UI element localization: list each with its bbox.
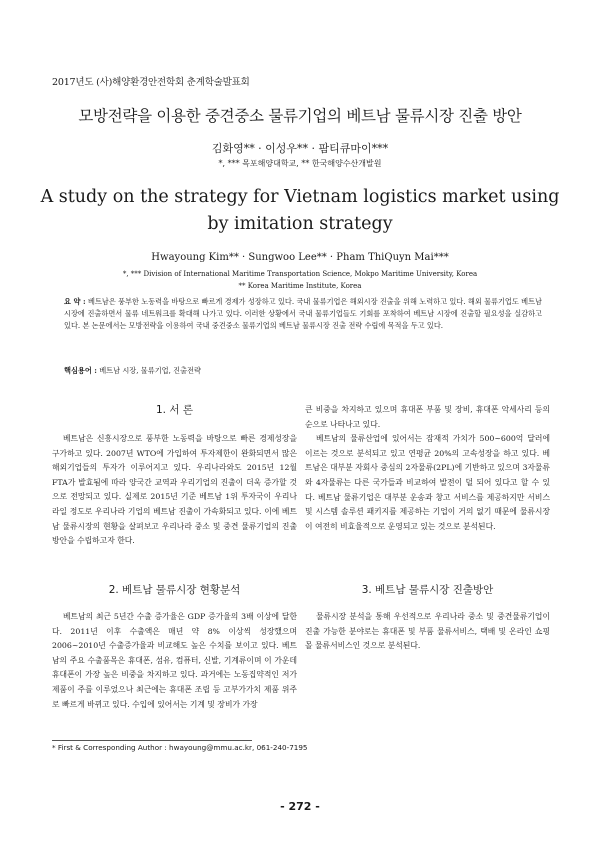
- keywords-label: 핵심용어 :: [64, 366, 97, 375]
- abstract-label: 요 약 :: [64, 297, 86, 306]
- section-1-continued-paragraph-1: 큰 비중을 차지하고 있으며 휴대폰 부품 및 장비, 휴대폰 악세사리 등의 순으로 나타나고 있다.: [305, 405, 550, 429]
- affiliation-korean: *, *** 목포해양대학교, ** 한국해양수산개발원: [218, 159, 382, 168]
- authors-english: Hwayoung Kim** · Sungwoo Lee** · Pham ThiQuyn Mai***: [151, 252, 449, 263]
- section-3-body: [305, 610, 550, 654]
- keywords: [64, 366, 201, 376]
- section-1-heading: 1. 서 론: [156, 404, 193, 416]
- section-2-paragraph: 베트남의 최근 5년간 수출 증가율은 GDP 증가율의 3배 이상에 달한다. 2011년 이후 수출액은 매년 약 8% 이상씩 성장했으며 2006~2010년 수출증가율과 비교해도 높은 수치를 보이고 있다. 베트남의 주요 수출품목은 휴대폰, 섬유, 컴퓨터, 신발, 기계류이며 이 가운데 휴대폰이 가장 높은 비중을 차지하고 있다. 과거에는 노동집약적인 저가제품이 주를 이루었으나 최근에는 휴대폰 조립 등 고부가가치 제품 위주로 빠르게 바뀌고 있다. 수입에 있어서는 기계 및 장비가 가장: [52, 612, 297, 709]
- authors-korean: 김화영** · 이성우** · 팜티큐마이***: [211, 142, 389, 155]
- abstract-text: 베트남은 풍부한 노동력을 바탕으로 빠르게 경제가 성장하고 있다. 국내 물류기업은 해외시장 진출을 위해 노력하고 있다. 해외 물류기업도 베트남 시장에 진출하면서 물류 네트워크를 확대해 나가고 있다. 이러한 상황에서 국내 물류기업들도 기회를 포착하여 베트남 시장에 진출할 필요성을 실감하고 있다. 본 논문에서는 모방전략을 이용하여 국내 중견중소 물류기업의 베트남 물류시장 진출 전략 수립에 목적을 두고 있다.: [64, 297, 542, 330]
- title-korean: 모방전략을 이용한 중견중소 물류기업의 베트남 물류시장 진출 방안: [78, 107, 522, 125]
- page-number: - 272 -: [280, 800, 320, 813]
- title-english: A study on the strategy for Vietnam logistics market using by imitation strategy: [40, 187, 560, 234]
- section-1-continued: [305, 403, 550, 534]
- conference-name: 2017년도 (사)해양환경안전학회 춘계학술발표회: [52, 77, 250, 88]
- section-3-heading: 3. 베트남 물류시장 진출방안: [361, 584, 494, 596]
- section-1-paragraph: 베트남은 신흥시장으로 풍부한 노동력을 바탕으로 빠른 경제성장을 구가하고 있다. 2007년 WTO에 가입하여 투자제한이 완화되면서 많은 해외기업들의 투자가 이루어지고 있다. 우리나라와도 2015년 12월 FTA가 발효됨에 따라 양국간 교역과 우리기업의 진출이 더욱 증가할 것으로 전망되고 있다. 실제로 2015년 기준 베트남 1위 투자국이 우리나라일 정도로 우리나라 기업의 베트남 진출이 가속화되고 있다. 이에 베트남 물류시장의 현황을 살펴보고 우리나라 중소 및 중견 물류기업의 진출방안을 수립하고자 한다.: [52, 434, 297, 546]
- section-3-paragraph: 물류시장 분석을 통해 우선적으로 우리나라 중소 및 중견물류기업이 진출 가능한 분야로는 휴대폰 및 부품 물류서비스, 택배 및 온라인 쇼핑몰 물류서비스인 것으로 분석된다.: [305, 612, 550, 651]
- section-1-body: [52, 432, 297, 549]
- footnote-divider: [52, 740, 252, 741]
- affiliation-english-line-2: ** Korea Maritime Institute, Korea: [238, 282, 362, 290]
- section-2-heading: 2. 베트남 물류시장 현황분석: [108, 584, 241, 596]
- abstract: [64, 296, 542, 332]
- keywords-text: 베트남 시장, 물류기업, 진출전략: [99, 366, 201, 375]
- affiliation-english: [0, 268, 600, 292]
- affiliation-english-line-1: *, *** Division of International Maritime Transportation Science, Mokpo Maritime University, Korea: [122, 270, 478, 278]
- section-1-continued-paragraph-2: 베트남의 물류산업에 있어서는 잠재적 가치가 500~600억 달러에 이르는 것으로 분석되고 있고 연평균 20%의 고속성장을 하고 있다. 베트남은 대부분 자회사 중심의 2자물류(2PL)에 기반하고 있으며 3자물류와 4자물류는 다른 국가들과 비교하여 발전이 덜 되어 있다고 할 수 있다. 베트남 물류기업은 대부분 운송과 창고 서비스를 제공하지만 서비스 및 시스템 솔루션 패키지를 제공하는 기업이 거의 없기 때문에 물류시장이 여전히 비효율적으로 운영되고 있는 것으로 분석된다.: [305, 434, 550, 531]
- section-2-body: [52, 610, 297, 712]
- footnote: * First & Corresponding Author : hwayoung@mmu.ac.kr, 061-240-7195: [52, 743, 308, 752]
